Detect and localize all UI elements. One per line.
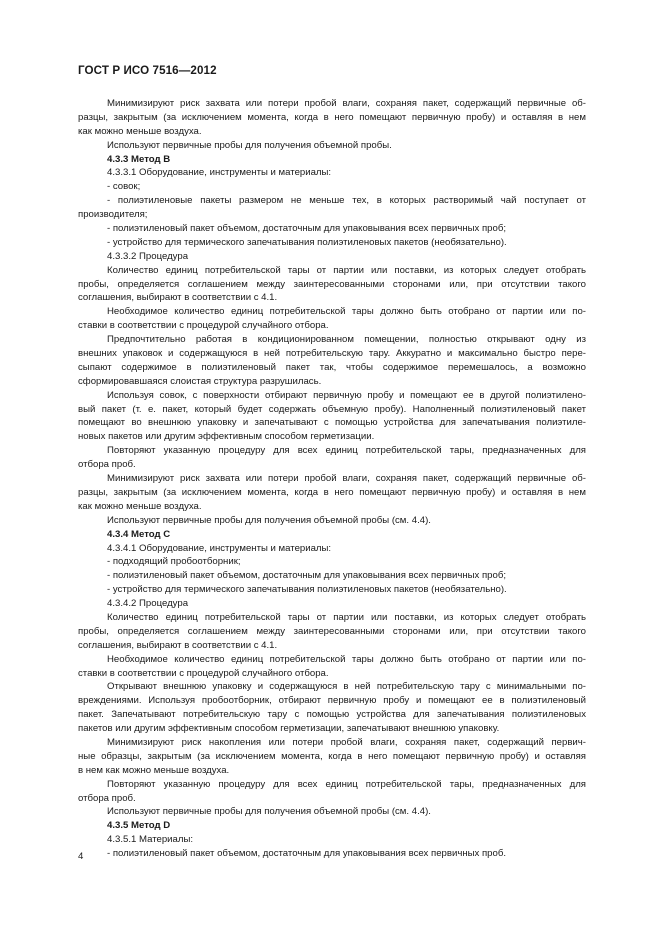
text-line: Используют первичные пробы для получения объемной пробы (см. 4.4). <box>107 806 431 818</box>
text-line: разцы, закрытым (за исключением момента, когда в него помещают первичную пробу) и оставляя в нем <box>78 486 586 498</box>
text-line: 4.3.5.1 Материалы: <box>107 834 194 846</box>
text-line: 4.3.3.1 Оборудование, инструменты и материалы: <box>107 167 332 179</box>
text-line: Открывают внешнюю упаковку и содержащуюся в ней потребительскую тару с минимальными по- <box>107 681 586 693</box>
text-line: Необходимое количество единиц потребительской тары должно быть отобрано от партии или по- <box>107 653 586 665</box>
text-line: 4.3.4.2 Процедура <box>107 598 189 610</box>
text-line: Предпочтительно работая в кондиционированном помещении, полностью открывают одну из <box>107 334 586 346</box>
text-line: ные образцы, закрытым (за исключением момента, когда в него помещают первичную пробу) и оставляя <box>78 750 586 762</box>
text-line: - подходящий пробоотборник; <box>107 556 241 568</box>
text-line: как можно меньше воздуха. <box>78 500 202 512</box>
text-line: ставки в соответствии с процедурой случайного отбора. <box>78 320 329 332</box>
text-line: вреждениями. Используя пробоотборник, отбирают первичную пробу и помещают ее в полиэтиленовый <box>78 695 586 707</box>
text-line: - устройство для термического запечатывания полиэтиленовых пакетов (необязательно). <box>107 584 507 596</box>
text-line: Используя совок, с поверхности отбирают первичную пробу и помещают ее в другой полиэтилено- <box>107 389 586 401</box>
text-line: в нем как можно меньше воздуха. <box>78 764 230 776</box>
text-line: пакетов или другим эффективным способом герметизации, запечатывают внешнюю упаковку. <box>78 723 500 735</box>
section-heading: 4.3.5 Метод D <box>107 820 171 832</box>
page-number: 4 <box>78 851 84 862</box>
text-line: Количество единиц потребительской тары от партии или поставки, из которых следует отобрать <box>107 264 586 276</box>
text-line: Минимизируют риск накопления или потери пробой влаги, сохраняя пакет, содержащий первич- <box>107 736 586 748</box>
text-line: - полиэтиленовый пакет объемом, достаточным для упаковывания всех первичных проб; <box>107 223 507 235</box>
text-line: Повторяют указанную процедуру для всех единиц потребительской тары, предназначенных для <box>107 445 586 457</box>
text-line: как можно меньше воздуха. <box>78 125 202 137</box>
text-line: соглашения, выбирают в соответствии с 4.1. <box>78 292 278 304</box>
section-heading: 4.3.3 Метод В <box>107 153 171 165</box>
text-line: ставки в соответствии с процедурой случайного отбора. <box>78 667 329 679</box>
text-line: Необходимое количество единиц потребительской тары должно быть отобрано от партии или по- <box>107 306 586 318</box>
text-line: отбора проб. <box>78 792 136 804</box>
text-line: - полиэтиленовый пакет объемом, достаточным для упаковывания всех первичных проб. <box>107 848 507 860</box>
text-line: пакет. Запечатывают потребительскую тару с помощью устройства для запечатывания полиэтиленовых <box>78 709 586 721</box>
text-line: новых пакетов или другим эффективным способом герметизации. <box>78 431 375 443</box>
text-line: - совок; <box>107 181 141 193</box>
text-line: сформировавшаяся слоистая структура разрушилась. <box>78 375 322 387</box>
document-body <box>78 97 586 861</box>
text-line: - полиэтиленовые пакеты размером не меньше тех, в которых растворимый чай поступает от <box>107 195 586 207</box>
text-line: разцы, закрытым (за исключением момента, когда в него помещают первичную пробу) и оставляя в нем <box>78 111 586 123</box>
text-line: Минимизируют риск захвата или потери пробой влаги, сохраняя пакет, содержащий первичные об- <box>107 473 586 485</box>
text-line: вый пакет (т. е. пакет, который будет содержать объемную пробу). Наполненный полиэтиленовый пакет <box>78 403 586 415</box>
text-line: Количество единиц потребительской тары от партии или поставки, из которых следует отобрать <box>107 611 586 623</box>
text-line: 4.3.3.2 Процедура <box>107 250 189 262</box>
text-line: 4.3.4.1 Оборудование, инструменты и материалы: <box>107 542 332 554</box>
text-line: внешних упаковок и содержащуюся в ней потребительскую тару. Аккуратно и максимально быстро пере- <box>78 348 586 360</box>
text-line: Минимизируют риск захвата или потери пробой влаги, сохраняя пакет, содержащий первичные об- <box>107 98 586 109</box>
text-line: Используют первичные пробы для получения объемной пробы. <box>107 139 392 151</box>
document-header: ГОСТ Р ИСО 7516—2012 <box>78 64 217 77</box>
text-line: производителя; <box>78 209 148 221</box>
text-line: соглашения, выбирают в соответствии с 4.1. <box>78 639 278 651</box>
text-line: Используют первичные пробы для получения объемной пробы (см. 4.4). <box>107 514 431 526</box>
text-line: помещают во внешнюю упаковку и запечатывают с помощью устройства для запечатывания полиэтиле- <box>78 417 586 429</box>
text-line: отбора проб. <box>78 459 136 471</box>
text-line: сыпают содержимое в полиэтиленовый пакет так, чтобы содержимое перемешалось, а возможно <box>78 361 586 373</box>
text-line: пробы, определяется соглашением между заинтересованными сторонами или, при отсутствии такого <box>78 625 586 637</box>
text-line: Повторяют указанную процедуру для всех единиц потребительской тары, предназначенных для <box>107 778 586 790</box>
text-line: - устройство для термического запечатывания полиэтиленовых пакетов (необязательно). <box>107 236 507 248</box>
section-heading: 4.3.4 Метод С <box>107 528 171 540</box>
text-line: - полиэтиленовый пакет объемом, достаточным для упаковывания всех первичных проб; <box>107 570 507 582</box>
text-line: пробы, определяется соглашением между заинтересованными сторонами или, при отсутствии такого <box>78 278 586 290</box>
